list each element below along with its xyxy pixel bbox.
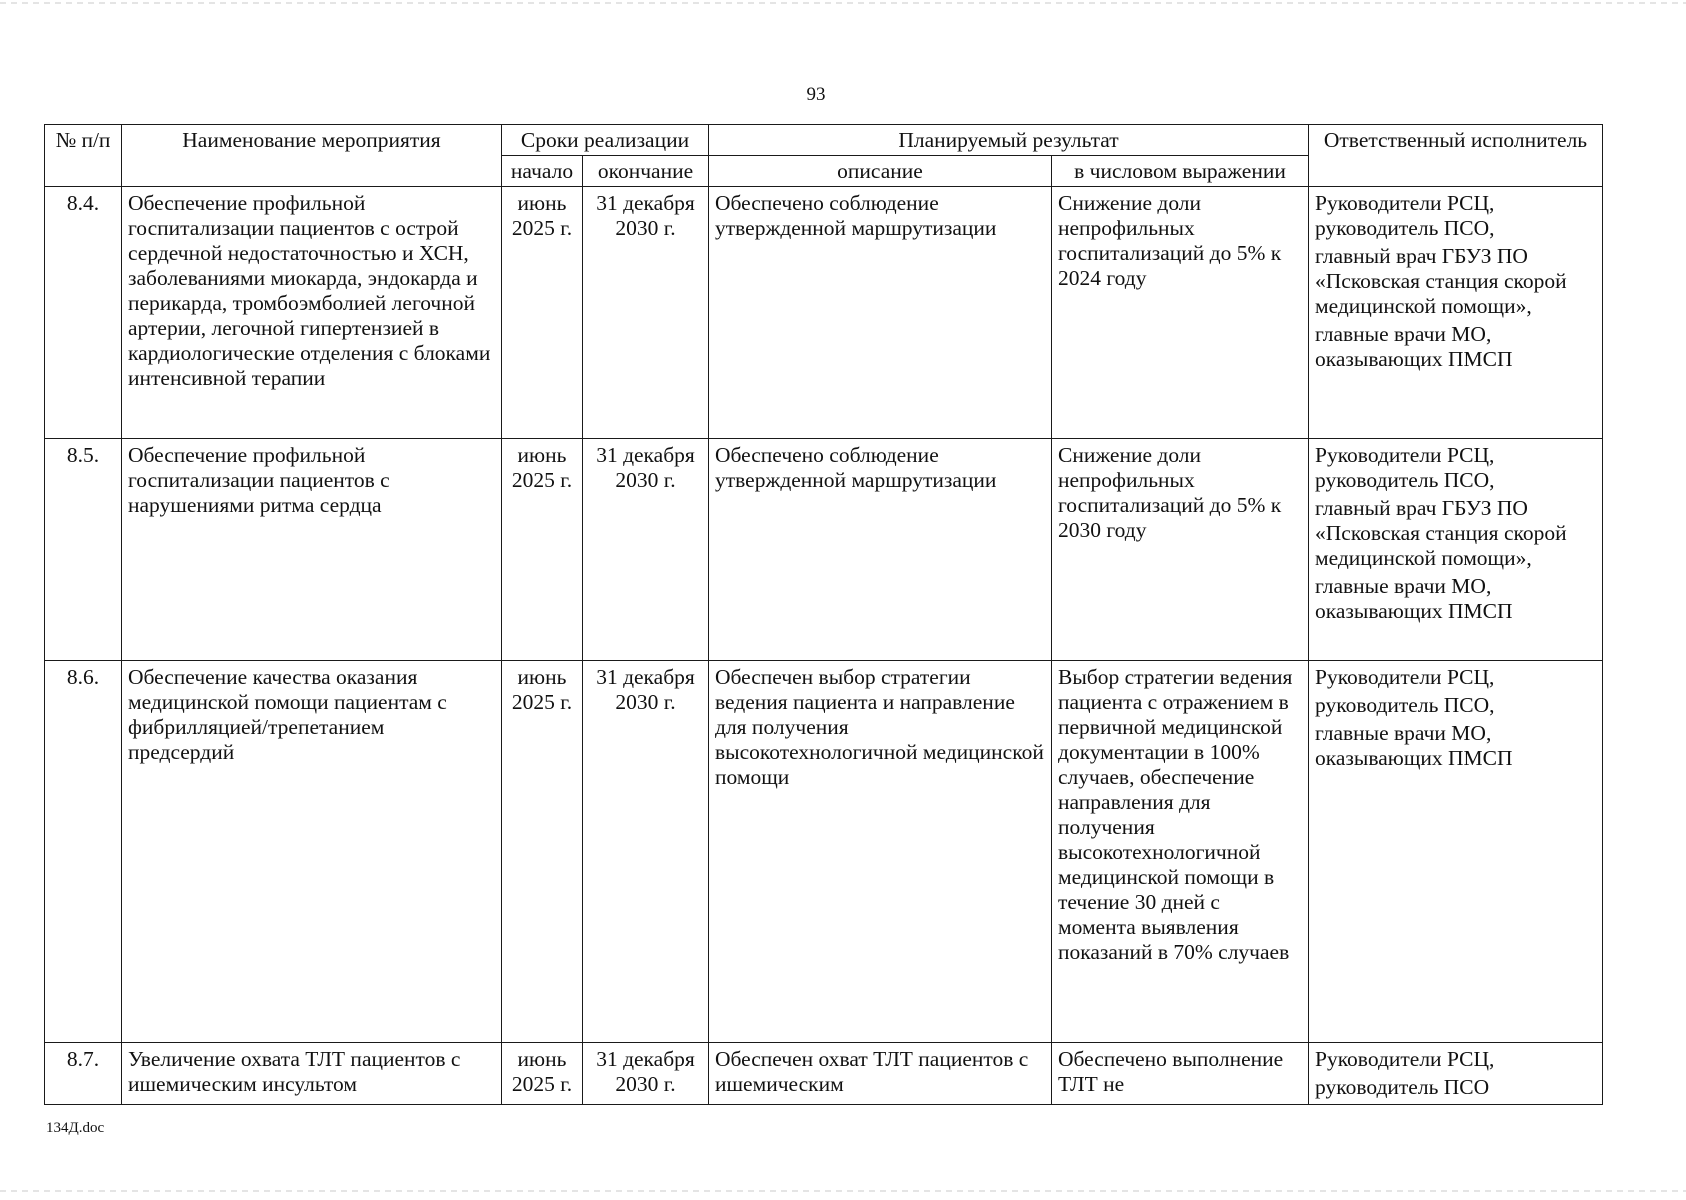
executor-line: главный врач ГБУЗ ПО «Псковская станция скорой медицинской помощи», — [1315, 244, 1567, 318]
executor-line: главный врач ГБУЗ ПО «Псковская станция скорой медицинской помощи», — [1315, 496, 1567, 570]
row-name: Обеспечение профильной госпитализации пациентов с острой сердечной недостаточностью и ХСН, заболеваниями миокарда, эндокарда и перикарда, тромбоэмболией легочной артерии, легочной гипертензией в кардиологические отделения с блоками интенсивной терапии — [122, 187, 502, 439]
executor-line: руководитель ПСО — [1315, 1075, 1490, 1099]
header-executor: Ответственный исполнитель — [1309, 125, 1603, 187]
executor-line: Руководители РСЦ, руководитель ПСО, — [1315, 191, 1495, 240]
row-name: Обеспечение качества оказания медицинской помощи пациентам с фибрилляцией/трепетанием предсердий — [122, 661, 502, 1043]
row-end: 31 декабря 2030 г. — [583, 1043, 709, 1105]
row-executor — [1309, 187, 1603, 439]
measures-table — [44, 124, 1603, 1105]
row-numeric: Снижение доли непрофильных госпитализаций до 5% к 2024 году — [1052, 187, 1309, 439]
row-num: 8.7. — [45, 1043, 122, 1105]
row-description: Обеспечено соблюдение утвержденной маршрутизации — [709, 439, 1052, 661]
scan-bottom-edge — [0, 1190, 1686, 1192]
row-start: июнь 2025 г. — [502, 1043, 583, 1105]
row-executor — [1309, 1043, 1603, 1105]
row-numeric: Снижение доли непрофильных госпитализаций до 5% к 2030 году — [1052, 439, 1309, 661]
header-end: окончание — [583, 156, 709, 187]
executor-line: главные врачи МО, оказывающих ПМСП — [1315, 574, 1513, 623]
table-row — [45, 661, 1603, 1043]
executor-line: главные врачи МО, оказывающих ПМСП — [1315, 322, 1513, 371]
executor-line: главные врачи МО, оказывающих ПМСП — [1315, 721, 1513, 770]
row-name: Обеспечение профильной госпитализации пациентов с нарушениями ритма сердца — [122, 439, 502, 661]
row-start: июнь 2025 г. — [502, 187, 583, 439]
row-start: июнь 2025 г. — [502, 439, 583, 661]
header-start: начало — [502, 156, 583, 187]
row-num: 8.5. — [45, 439, 122, 661]
header-result: Планируемый результат — [709, 125, 1309, 156]
row-name: Увеличение охвата ТЛТ пациентов с ишемическим инсультом — [122, 1043, 502, 1105]
row-description: Обеспечен выбор стратегии ведения пациента и направление для получения высокотехнологичной медицинской помощи — [709, 661, 1052, 1043]
row-description: Обеспечен охват ТЛТ пациентов с ишемическим — [709, 1043, 1052, 1105]
table-row — [45, 187, 1603, 439]
row-end: 31 декабря 2030 г. — [583, 661, 709, 1043]
row-executor — [1309, 661, 1603, 1043]
row-executor — [1309, 439, 1603, 661]
header-description: описание — [709, 156, 1052, 187]
executor-line: Руководители РСЦ, руководитель ПСО, — [1315, 443, 1495, 492]
table-row — [45, 1043, 1603, 1105]
executor-line: Руководители РСЦ, — [1315, 1047, 1495, 1071]
scan-top-edge — [0, 2, 1686, 4]
header-terms: Сроки реализации — [502, 125, 709, 156]
header-name: Наименование мероприятия — [122, 125, 502, 187]
row-end: 31 декабря 2030 г. — [583, 187, 709, 439]
row-numeric: Выбор стратегии ведения пациента с отражением в первичной медицинской документации в 100% случаев, обеспечение направления для получения высокотехнологичной медицинской помощи в течение 30 дней с момента выявления показаний в 70% случаев — [1052, 661, 1309, 1043]
header-num: № п/п — [45, 125, 122, 187]
row-description: Обеспечено соблюдение утвержденной маршрутизации — [709, 187, 1052, 439]
page-number: 93 — [806, 84, 826, 105]
footer-filename: 134Д.doc — [46, 1120, 105, 1136]
row-num: 8.6. — [45, 661, 122, 1043]
executor-line: Руководители РСЦ, — [1315, 665, 1495, 689]
row-numeric: Обеспечено выполнение ТЛТ не — [1052, 1043, 1309, 1105]
row-num: 8.4. — [45, 187, 122, 439]
table-row — [45, 439, 1603, 661]
executor-line: руководитель ПСО, — [1315, 693, 1495, 717]
row-start: июнь 2025 г. — [502, 661, 583, 1043]
row-end: 31 декабря 2030 г. — [583, 439, 709, 661]
header-row-top — [45, 125, 1603, 156]
header-numeric: в числовом выражении — [1052, 156, 1309, 187]
